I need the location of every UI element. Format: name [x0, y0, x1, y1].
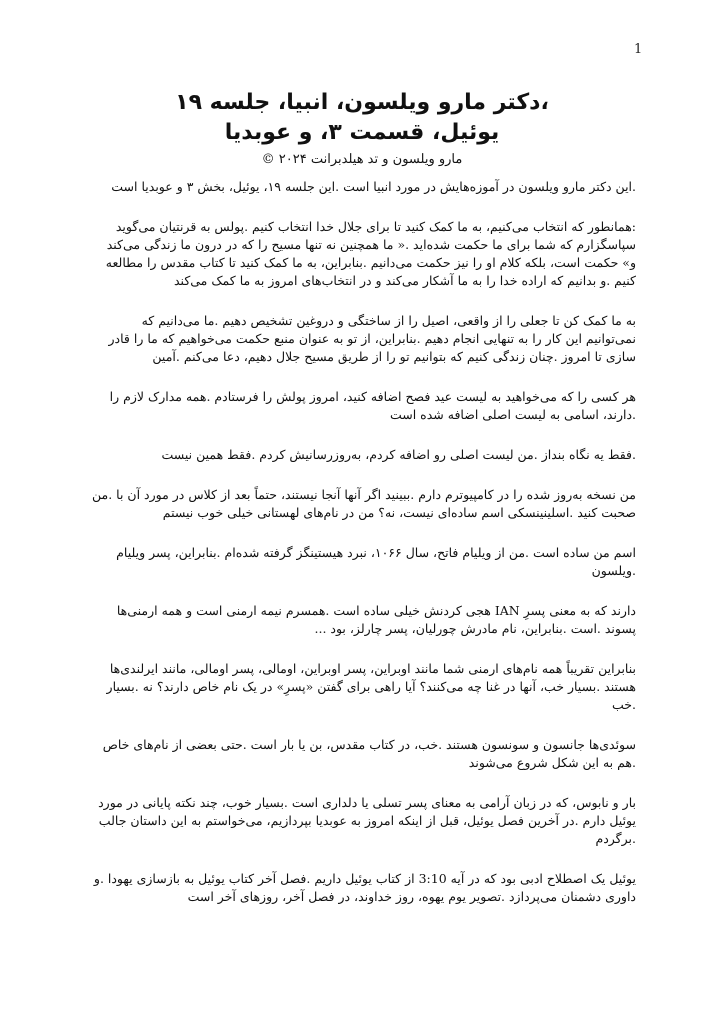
paragraph: من نسخه به‌روز شده را در کامپیوترم دارم .ببینید اگر آنها آنجا نیستند، حتماً بعد از کلاس در مورد آن با .من صحبت کنید .اسلینینسکی اسم ساده‌ای نیست، نه؟ من در نام‌های لهستانی خیلی خوب نیستم [91, 487, 636, 520]
paragraph: دارند که به معنی پسرِ IAN هجی کردنش خیلی ساده است .همسرم نیمه ارمنی است و همه ارمنی‌ها پسوند .است .بنابراین، نام مادرش چورلیان، پسر چارلز، بود ... [116, 603, 636, 636]
paragraph: :همانطور که انتخاب می‌کنیم، به ما کمک کنید تا برای جلال خدا انتخاب کنیم .پولس به قرنتیان می‌گوید سپاسگزارم که شما برای ما حکمت شده‌اید .« ما همچنین نه تنها مسیح را که در درون ما زندگی می‌کند و» حکمت است، بلکه کلام او را نیز حکمت می‌دانیم .بنابراین، به ما کمک کنید تا کتاب مقدس را مطالعه کنیم .و بدانیم که اراده خدا را به ما آشکار می‌کند و در انتخاب‌های امروز به ما کمک می‌کند [105, 219, 636, 288]
document-title-line-1: ،دکتر مارو ویلسون، انبیا، جلسه ۱۹ [175, 90, 549, 115]
paragraph: به ما کمک کن تا جعلی را از واقعی، اصیل را از ساختگی و دروغین تشخیص دهیم .ما می‌دانیم که نمی‌توانیم این کار را به تنهایی انجام دهیم .بنابراین، از تو به عنوان منبع حکمت می‌خواهیم که ما را قادر سازی تا امروز .چنان زندگی کنیم که بتوانیم تو را از طریق مسیح جلال دهیم، دعا می‌کنم .آمین [108, 313, 636, 364]
document-body [90, 178, 636, 928]
paragraph: یوئیل یک اصطلاح ادبی بود که در آیه 3:10 از کتاب یوئیل داریم .فصل آخر کتاب یوئیل به بازسازی یهودا .و داوری دشمنان می‌پردازد .تصویر یوم یهوه، روز خداوند، در فصل آخر، روزهای آخر است [93, 871, 636, 904]
page-number: 1 [634, 42, 643, 57]
document-subtitle: مارو ویلسون و تد هیلدبرانت ۲۰۲۴ © [261, 152, 463, 167]
document-title-line-2: یوئیل، قسمت ۳، و عوبدیا [224, 120, 500, 145]
paragraph: بنابراین تقریباً همه نام‌های ارمنی شما مانند اوبراین، پسر اوبراین، اومالی، پسر اومالی، مانند ایرلندی‌ها هستند .بسیار خب، آنها در غنا چه می‌کنند؟ آیا راهی برای گفتن «پسرِ» در یک نام خاص دارند؟ نه .بسیار .خب [106, 661, 636, 712]
paragraph: سوئدی‌ها جانسون و سونسون هستند .خب، در کتاب مقدس، بن یا بار است .حتی بعضی از نام‌های خاص .هم به این شکل شروع می‌شوند [102, 737, 636, 770]
paragraph: .فقط یه نگاه بنداز .من لیست اصلی رو اضافه کردم، به‌روزرسانیش کردم .فقط همین نیست [161, 447, 636, 462]
title-block [60, 88, 664, 170]
paragraph: بار و نابوس، که در زبان آرامی به معنای پسر تسلی یا دلداری است .بسیار خوب، چند نکته پایانی در مورد یوئیل دارم .در آخرین فصل یوئیل، قبل از اینکه امروز به عوبدیا بپردازیم، می‌خواستم به این داستان جالب .برگردم [98, 795, 636, 846]
paragraph: هر کسی را که می‌خواهید به لیست عید فصح اضافه کنید، امروز پولش را فرستادم .همه مدارک لازم را .دارند، اسامی به لیست اصلی اضافه شده است [109, 389, 636, 422]
paragraph: .این دکتر مارو ویلسون در آموزه‌هایش در مورد انبیا است .این جلسه ۱۹، یوئیل، بخش ۳ و عوبدیا است [111, 179, 636, 194]
paragraph: اسم من ساده است .من از ویلیام فاتح، سال ۱۰۶۶، نبرد هیستینگز گرفته شده‌ام .بنابراین، پسر ویلیام .ویلسون [116, 545, 636, 578]
